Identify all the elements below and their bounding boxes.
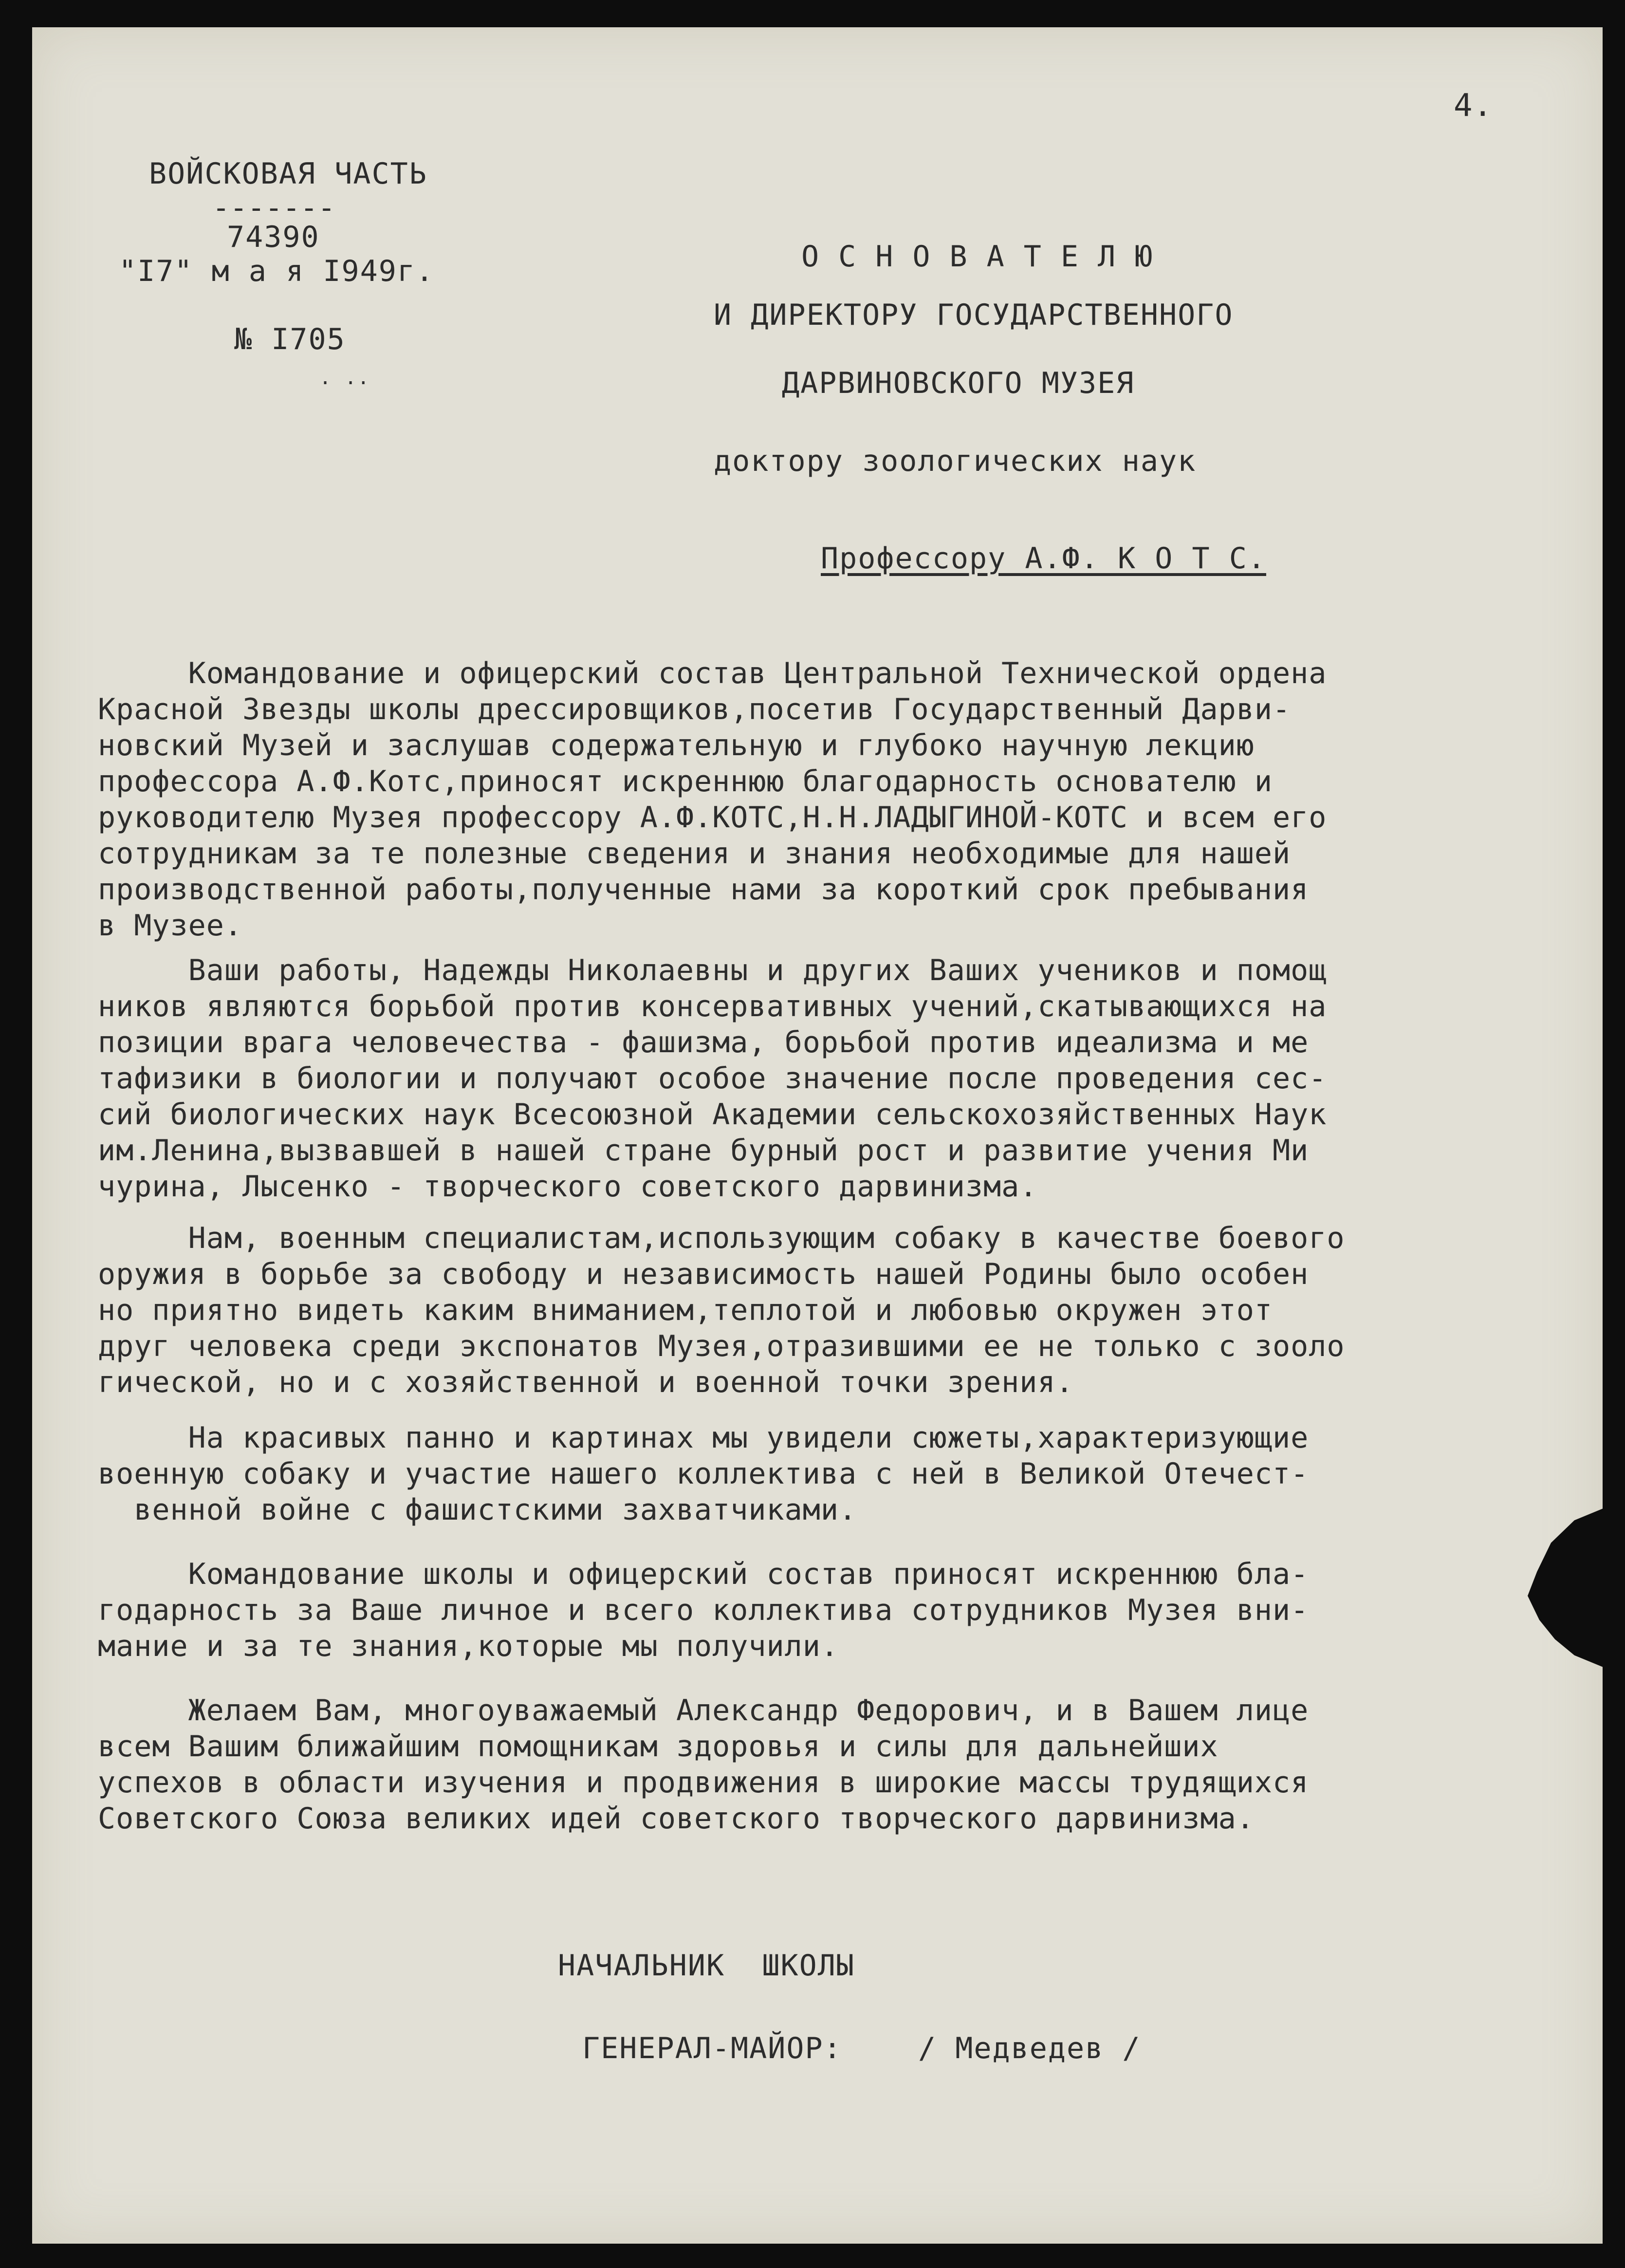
faded-stamp-mark: [1317, 2077, 1473, 2223]
addressee-line-4: доктору зоологических наук: [714, 444, 1197, 478]
body-line: Командование и офицерский состав Центральной Технической ордена: [98, 656, 1327, 690]
paragraph-4: [98, 1420, 1558, 1528]
body-line: новский Музей и заслушав содержательную и глубоко научную лекцию: [98, 728, 1255, 762]
addressee-name: Профессору А.Ф. К О Т С.: [821, 541, 1266, 576]
body-line: военную собаку и участие нашего коллектива с ней в Великой Отечест-: [98, 1457, 1309, 1491]
body-line: Ваши работы, Надежды Николаевны и других Ваших учеников и помощ: [98, 953, 1327, 987]
signatory-name: / Медведев /: [918, 2031, 1141, 2065]
page-number: 4.: [1454, 88, 1494, 124]
body-line: мание и за те знания,которые мы получили.: [98, 1629, 839, 1663]
addressee-line-2: И ДИРЕКТОРУ ГОСУДАРСТВЕННОГО: [714, 298, 1234, 332]
body-line: в Музее.: [98, 909, 242, 943]
paragraph-1: [98, 655, 1558, 944]
sender-divider: -------: [212, 191, 335, 225]
body-line: На красивых панно и картинах мы увидели сюжеты,характеризующие: [98, 1421, 1309, 1455]
body-line: Нам, военным специалистам,использующим собаку в качестве боевого: [98, 1221, 1345, 1255]
body-line: Желаем Вам, многоуважаемый Александр Федорович, и в Вашем лице: [98, 1693, 1309, 1728]
addressee-line-3: ДАРВИНОВСКОГО МУЗЕЯ: [782, 366, 1135, 400]
body-line: всем Вашим ближайшим помощникам здоровья и силы для дальнейших: [98, 1729, 1219, 1764]
body-line: позиции врага человечества - фашизма, борьбой против идеализма и ме: [98, 1025, 1309, 1060]
paragraph-3: [98, 1220, 1558, 1400]
body-line: тафизики в биологии и получают особое значение после проведения сес-: [98, 1061, 1327, 1096]
body-line: друг человека среди экспонатов Музея,отразившими ее не только с зооло: [98, 1329, 1345, 1363]
signature-title-2: ГЕНЕРАЛ-МАЙОР:: [582, 2031, 842, 2065]
addressee-line-1: ОСНОВАТЕЛЮ: [801, 240, 1172, 274]
document-page: [32, 27, 1603, 2244]
body-line: годарность за Ваше личное и всего коллектива сотрудников Музея вни-: [98, 1593, 1309, 1627]
paragraph-2: [98, 952, 1558, 1205]
registration-mark: · ··: [319, 372, 370, 394]
body-line: ников являются борьбой против консервативных учений,скатывающихся на: [98, 989, 1327, 1023]
body-line: Советского Союза великих идей советского творческого дарвинизма.: [98, 1802, 1255, 1836]
body-line: чурина, Лысенко - творческого советского дарвинизма.: [98, 1170, 1038, 1204]
body-line: производственной работы,полученные нами за короткий срок пребывания: [98, 873, 1309, 907]
body-line: оружия в борьбе за свободу и независимость нашей Родины было особен: [98, 1257, 1309, 1291]
body-line: профессора А.Ф.Котс,приносят искреннюю благодарность основателю и: [98, 764, 1273, 799]
body-line: сий биологических наук Всесоюзной Академии сельскохозяйственных Наук: [98, 1097, 1327, 1132]
sender-unit-label: ВОЙСКОВАЯ ЧАСТЬ: [149, 157, 427, 191]
sender-unit-number: 74390: [227, 220, 320, 254]
body-line: сотрудникам за те полезные сведения и знания необходимые для нашей: [98, 837, 1291, 871]
document-date: "I7" м а я I949г.: [119, 254, 435, 288]
body-line: Красной Звезды школы дрессировщиков,посетив Государственный Дарви-: [98, 692, 1291, 726]
signature-title-1: НАЧАЛЬНИК ШКОЛЫ: [558, 1949, 855, 1983]
paragraph-5: [98, 1556, 1558, 1664]
body-line: успехов в области изучения и продвижения в широкие массы трудящихся: [98, 1766, 1309, 1800]
body-line: им.Ленина,вызвавшей в нашей стране бурный рост и развитие учения Ми: [98, 1134, 1309, 1168]
body-line: гической, но и с хозяйственной и военной точки зрения.: [98, 1365, 1074, 1399]
body-line: но приятно видеть каким вниманием,теплотой и любовью окружен этот: [98, 1293, 1273, 1327]
body-line: венной войне с фашистскими захватчиками.: [98, 1493, 857, 1527]
body-line: руководителю Музея профессору А.Ф.КОТС,Н.Н.ЛАДЫГИНОЙ-КОТС и всем его: [98, 800, 1327, 835]
body-line: Командование школы и офицерский состав приносят искреннюю бла-: [98, 1557, 1309, 1591]
paragraph-6: [98, 1692, 1558, 1837]
registration-number: № I705: [234, 322, 346, 356]
